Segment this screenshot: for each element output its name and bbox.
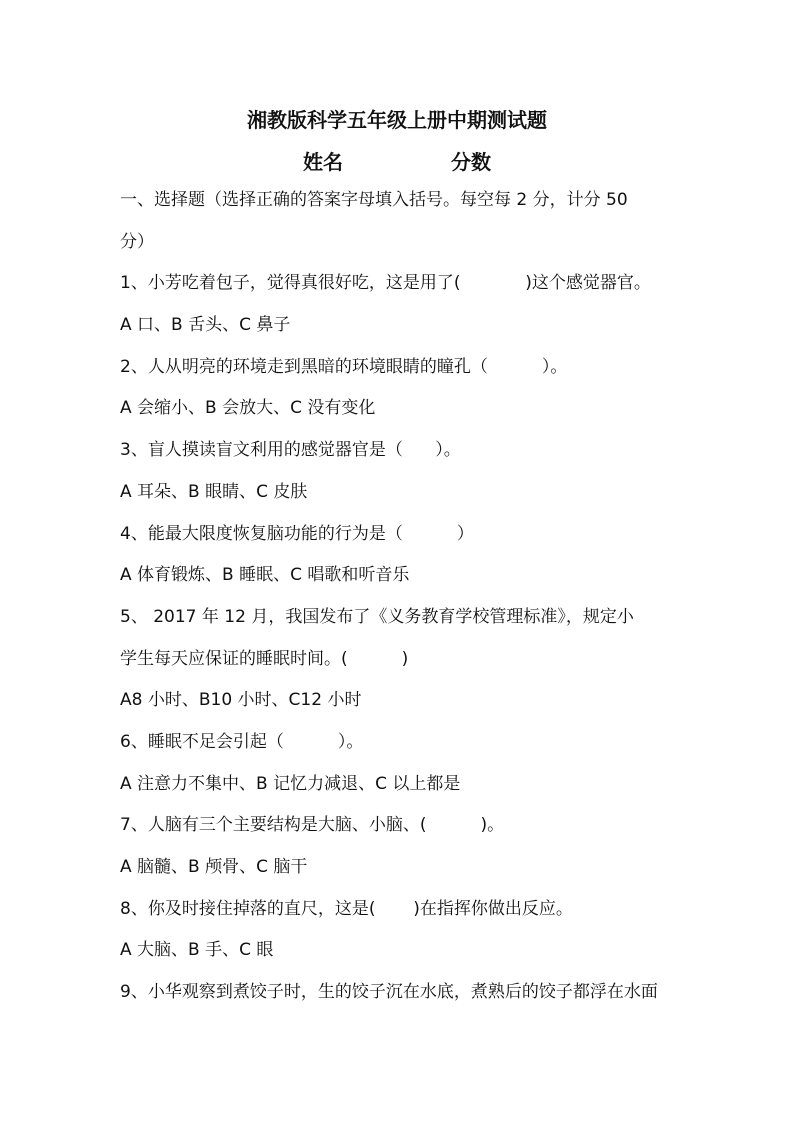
question-3-options: A 耳朵、B 眼睛、C 皮肤 xyxy=(120,481,308,502)
question-5-cont: 学生每天应保证的睡眠时间。( ) xyxy=(120,648,409,669)
question-4-options: A 体育锻炼、B 睡眠、C 唱歌和听音乐 xyxy=(120,565,410,586)
name-score-line xyxy=(0,146,794,175)
question-9: 9、小华观察到煮饺子时，生的饺子沉在水底，煮熟后的饺子都浮在水面 xyxy=(120,982,658,1003)
question-5-options: A8 小时、B10 小时、C12 小时 xyxy=(120,690,362,711)
page-title: 湘教版科学五年级上册中期测试题 xyxy=(247,108,547,132)
question-list xyxy=(120,180,700,1014)
question-2: 2、人从明亮的环境走到黑暗的环境眼睛的瞳孔（ ）。 xyxy=(120,356,568,377)
question-6: 6、睡眠不足会引起（ ）。 xyxy=(120,731,364,752)
question-7-options: A 脑髓、B 颅骨、C 脑干 xyxy=(120,857,308,877)
question-4: 4、能最大限度恢复脑功能的行为是（ ） xyxy=(120,523,474,544)
question-8-options: A 大脑、B 手、C 眼 xyxy=(120,940,274,961)
question-1: 1、小芳吃着包子，觉得真很好吃，这是用了( )这个感觉器官。 xyxy=(120,273,651,294)
question-7: 7、人脑有三个主要结构是大脑、小脑、( )。 xyxy=(120,815,505,836)
question-3: 3、盲人摸读盲文利用的感觉器官是（ ）。 xyxy=(120,440,461,461)
question-2-options: A 会缩小、B 会放大、C 没有变化 xyxy=(120,398,376,419)
question-6-options: A 注意力不集中、B 记忆力减退、C 以上都是 xyxy=(120,773,461,794)
question-1-options: A 口、B 舌头、C 鼻子 xyxy=(120,315,291,336)
section-heading-cont: 分） xyxy=(120,231,154,252)
question-5: 5、 2017 年 12 月，我国发布了《义务教育学校管理标准》，规定小 xyxy=(120,606,634,627)
name-label: 姓名 xyxy=(303,150,343,174)
question-8: 8、你及时接住掉落的直尺，这是( )在指挥你做出反应。 xyxy=(120,898,573,919)
section-heading: 一、选择题（选择正确的答案字母填入括号。每空每 2 分，计分 50 xyxy=(120,190,628,210)
score-label: 分数 xyxy=(451,150,491,174)
